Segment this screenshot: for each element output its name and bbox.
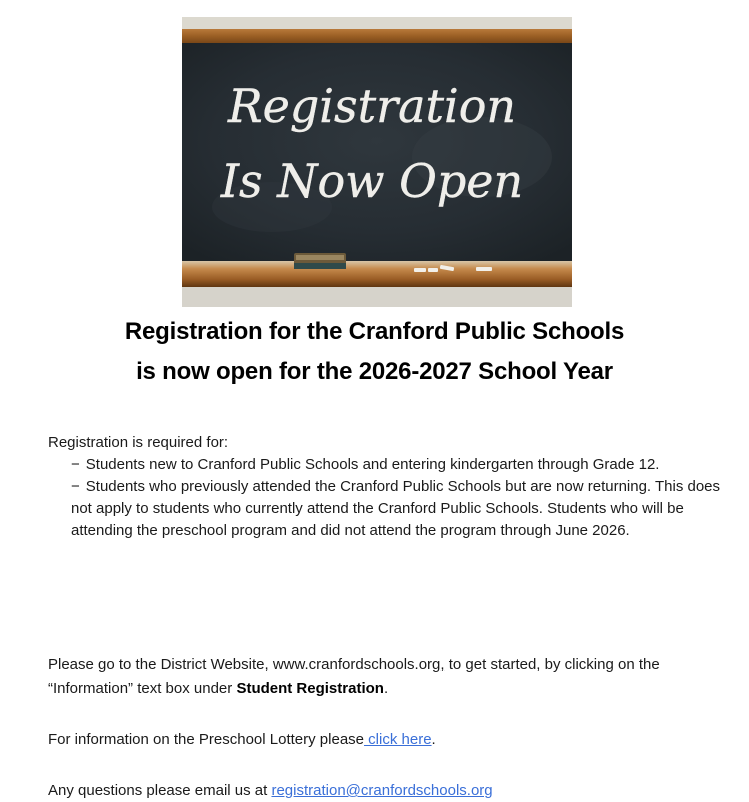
- chalk-text-line1: Registration: [227, 79, 517, 133]
- registration-email-link[interactable]: registration@cranfordschools.org: [271, 782, 493, 799]
- underlined-comma: ,: [440, 656, 445, 673]
- requirements-intro: Registration is required for:: [48, 434, 229, 451]
- requirement-text: Students who previously attended the Cranford Public Schools but are now returning. This does not apply to students who currently attend the Cranford Public Schools. Students who will be attending the preschool program and did not attend the program through June 2026.: [71, 478, 721, 539]
- headline-line-2: is now open for the 2026-2027 School Year: [136, 358, 613, 385]
- page-headline: [0, 312, 749, 392]
- website-text: Please go to the District Website, www.cranfordschools.org: [48, 656, 441, 673]
- student-registration-label: Student Registration: [236, 680, 384, 697]
- email-paragraph: [48, 780, 728, 802]
- chalk-text-line2: Is Now Open: [220, 154, 524, 208]
- requirement-item-new-students: [71, 454, 728, 476]
- period: .: [383, 680, 389, 697]
- dash-bullet-icon: −: [71, 456, 80, 473]
- dash-bullet-icon: −: [71, 478, 80, 495]
- eraser-icon: [294, 253, 346, 269]
- chalkboard-illustration: [182, 17, 572, 307]
- website-text-middle: to get started, by clicking on the “Information” text box under: [48, 656, 660, 697]
- hero-image-chalkboard: [182, 17, 572, 307]
- click-here-link[interactable]: click here: [364, 731, 432, 748]
- website-paragraph: [48, 653, 728, 701]
- headline-line-1: Registration for the Cranford Public Schools: [124, 318, 625, 345]
- preschool-lottery-paragraph: [48, 729, 728, 751]
- email-text: Any questions please email us at: [48, 782, 272, 799]
- requirement-item-returning-students: [71, 476, 728, 542]
- requirements-section: [48, 432, 728, 542]
- requirement-text: Students new to Cranford Public Schools and entering kindergarten through Grade 12.: [85, 456, 660, 473]
- lottery-text: For information on the Preschool Lottery please: [48, 731, 365, 748]
- requirements-list: [48, 454, 728, 542]
- period: .: [431, 731, 436, 748]
